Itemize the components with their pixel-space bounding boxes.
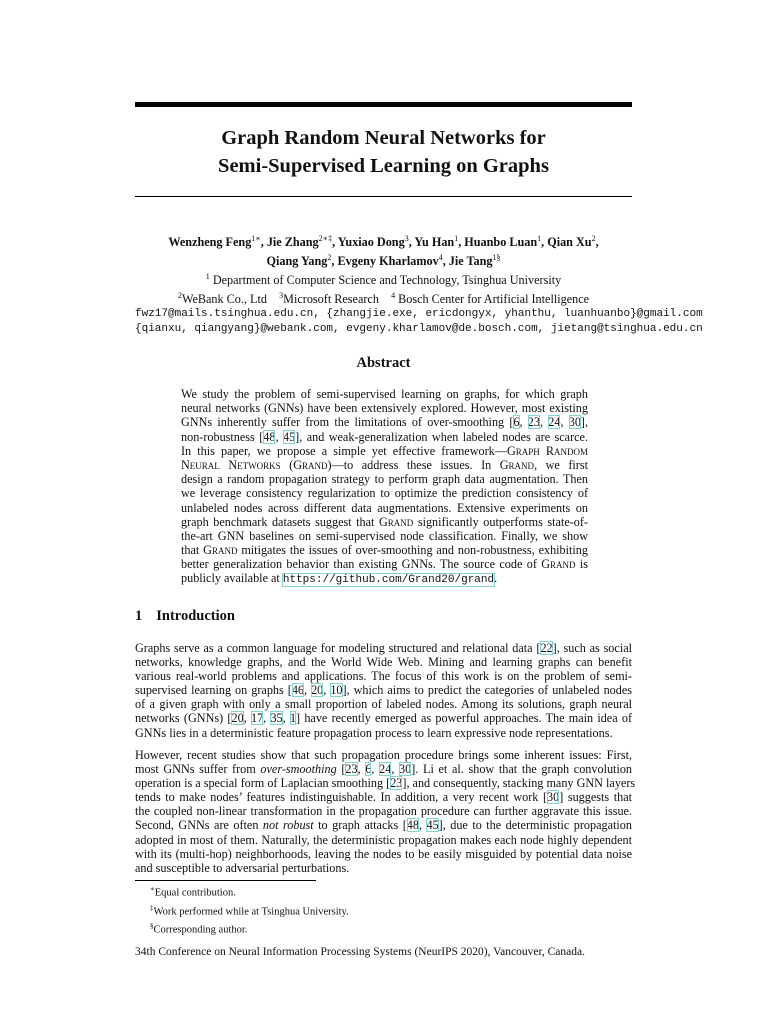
text: is xyxy=(575,557,588,572)
abstract-line xyxy=(181,515,588,529)
text: tends to make nodes’ features indistinguishable. In addition, a very recent work xyxy=(135,790,543,805)
body-line: supervised learning on graphs [46, 20, 10], which aims to predict the categories of unlabeled nodes xyxy=(135,683,633,698)
text: GNNs inherently suffer from the limitations of over-smoothing xyxy=(181,415,510,430)
text: supervised learning on graphs xyxy=(135,683,288,698)
text: ( xyxy=(280,457,294,472)
text: . xyxy=(494,571,498,586)
author-sup: 2 xyxy=(327,253,332,263)
citation-link[interactable]: 45 xyxy=(282,429,296,444)
abstract-line: non-robustness [48, 45], and weak-generalization when labeled nodes are scarce. xyxy=(181,429,589,444)
author-name: Qian Xu xyxy=(547,235,592,250)
citation-link[interactable]: 6 xyxy=(365,762,372,777)
footnote-text: Work performed while at Tsinghua University. xyxy=(153,906,349,917)
author-name: Jie Tang xyxy=(448,254,493,269)
body-line: operation is a special form of Laplacian smoothing [23], and consequently, stacking many GNN layers xyxy=(135,776,636,791)
method-name: Grand xyxy=(203,543,238,558)
title-line-1: Graph Random Neural Networks for xyxy=(221,127,546,149)
author-name: Evgeny Kharlamov xyxy=(337,254,439,269)
body-line: various real-world problems and applications. The focus of this work is on the problem of semi- xyxy=(135,669,632,684)
abstract-line: we leverage consistency regularization to optimize the prediction consistency of xyxy=(181,486,588,501)
abstract-line: GNNs inherently suffer from the limitations of over-smoothing [6, 23, 24, 30], xyxy=(181,415,589,430)
footnote-mark: § xyxy=(150,922,154,930)
body-line: adopted in most of them. Naturally, the deterministic propagation makes each node highly dependent xyxy=(135,832,632,847)
footnote-rule xyxy=(135,880,316,881)
paragraph-2 xyxy=(135,748,636,875)
text: , which aims to predict the categories of unlabeled nodes xyxy=(346,683,633,698)
body-line: Second, GNNs are often not robust to graph attacks [48, 45], due to the deterministic propagation xyxy=(135,818,632,833)
body-line: networks, knowledge graphs, and the World Wide Web. Mining and learning graphs can benefit xyxy=(135,655,632,670)
author-block xyxy=(135,231,703,337)
abstract-line xyxy=(181,444,588,458)
text: )—to address these issues. In xyxy=(327,457,500,472)
text: graph benchmark datasets suggest that xyxy=(181,514,379,529)
title-bottom-rule xyxy=(135,196,632,197)
abstract-line xyxy=(181,571,588,585)
citation-link[interactable]: 6 xyxy=(513,415,520,430)
citation-link[interactable]: 23 xyxy=(527,415,540,430)
footnote xyxy=(150,919,349,938)
text: that xyxy=(181,543,204,558)
text: mitigates the issues of over-smoothing and non-robustness, exhibiting xyxy=(237,543,588,558)
citation-link[interactable]: 24 xyxy=(548,415,561,430)
text: publicly available at xyxy=(181,571,283,586)
author-line-1: Wenzheng Feng$^{1∗}$, Jie Zhang$^{2∗\ddagger}$, Yuxiao Dong$^3$, Yu Han$^1$, Huanbo Luan$^1$, Qian Xu$^2$, xyxy=(168,234,599,250)
author-sup: 1 xyxy=(537,234,542,243)
footnote-text: Equal contribution. xyxy=(154,887,236,899)
citation-link[interactable]: 48 xyxy=(406,818,419,833)
author-sup: 4 xyxy=(438,253,443,263)
body-line: of a given graph with only a small proportion of labeled nodes. Among its solutions, graph neural xyxy=(135,697,632,712)
body-line: and susceptible to adversarial perturbations. xyxy=(135,860,350,875)
body-line: the coupled non-linear transformation in the propagation procedure can further aggravate this issue. xyxy=(135,804,632,819)
body-line: with its (multi-hop) neighborhoods, leaving the nodes to be easily misguided by potential data noise xyxy=(135,846,632,861)
affil-sup: 1 xyxy=(205,272,210,282)
method-name: Graph Random xyxy=(506,443,588,458)
github-link[interactable]: https://github.com/Grand20/grand xyxy=(282,574,495,587)
text: , we first xyxy=(534,457,588,472)
section-heading xyxy=(135,608,235,625)
citation-link[interactable]: 35 xyxy=(270,711,283,726)
method-name: Neural Networks xyxy=(181,457,281,472)
email-line-1: fwz17@mails.tsinghua.edu.cn, {zhangjie.exe, ericdongyx, yhanthu, luanhuanbo}@gmail.com xyxy=(135,308,703,321)
body-line: GNNs lies in a deterministic feature propagation process to learn expressive node representations. xyxy=(135,725,613,740)
citation-link[interactable]: 46 xyxy=(291,683,304,698)
text: have recently emerged as powerful approaches. The main idea of xyxy=(300,711,633,726)
body-line: Graphs serve as a common language for modeling structured and relational data [22], such as social xyxy=(135,641,632,655)
abstract-line xyxy=(181,543,588,557)
citation-link[interactable]: 22 xyxy=(540,641,553,655)
citation-link[interactable]: 17 xyxy=(250,711,264,726)
section-title: Introduction xyxy=(156,608,235,624)
abstract-line: We study the problem of semi-supervised learning on graphs, for which graph xyxy=(181,387,588,401)
text: , such as social xyxy=(556,641,632,655)
abstract-line: unlabeled nodes across different data augmentations. Extensive experiments on xyxy=(181,500,588,515)
author-name: Yuxiao Dong xyxy=(337,235,405,250)
author-sup: 3 xyxy=(404,234,409,243)
affil-sup: 3 xyxy=(279,291,284,301)
author-sup: 2 xyxy=(591,234,596,243)
paper-title xyxy=(135,124,632,180)
citation-link[interactable]: 30 xyxy=(568,415,581,430)
email-line-2: {qianxu, qiangyang}@webank.com, evgeny.kharlamov@de.bosch.com, jietang@tsinghua.edu.cn xyxy=(135,323,703,336)
affil-sup: 2 xyxy=(177,291,182,301)
affil-sup: 4 xyxy=(391,291,396,301)
author-sup: 2∗‡ xyxy=(318,234,333,243)
abstract-line xyxy=(181,557,588,571)
affiliation-1 xyxy=(135,269,632,288)
citation-link[interactable]: 23 xyxy=(390,776,403,791)
affil-text: WeBank Co., Ltd xyxy=(181,292,267,307)
affiliation-2-4 xyxy=(135,288,632,307)
text: to graph attacks xyxy=(313,818,403,833)
method-name: Grand xyxy=(499,457,535,472)
citation-link[interactable]: 20 xyxy=(231,711,244,726)
affil-text: Bosch Center for Artificial Intelligence xyxy=(398,292,590,307)
author-sup: 1 xyxy=(454,234,459,243)
citation-link[interactable]: 48 xyxy=(263,429,276,444)
section-number: 1 xyxy=(135,608,143,624)
author-name: Wenzheng Feng xyxy=(168,235,252,250)
abstract-line: design a random propagation strategy to perform graph data augmentation. Then xyxy=(181,472,588,487)
abstract-line xyxy=(181,458,588,472)
body-line: However, recent studies show that such propagation procedure brings some inherent issues: First, xyxy=(135,748,632,762)
method-name: Grand xyxy=(293,457,328,472)
affil-text: Microsoft Research xyxy=(283,292,379,307)
abstract-heading: Abstract xyxy=(356,355,411,371)
author-name: Huanbo Luan xyxy=(464,235,538,250)
text: better generalization behavior than existing GNNs. The source code of xyxy=(181,557,542,572)
abstract-line: neural networks (GNNs) have been extensively explored. However, most existing xyxy=(181,401,588,416)
method-name: Grand xyxy=(378,514,414,529)
footnote xyxy=(150,901,349,920)
body-line: networks (GNNs) [20, 17, 35, 1] have recently emerged as powerful approaches. The main idea of xyxy=(135,711,633,726)
title-line-2: Semi-Supervised Learning on Graphs xyxy=(218,155,549,177)
text: In this paper, we propose a simple yet effective framework— xyxy=(181,443,507,458)
text: , and weak-generalization when labeled nodes are scarce. xyxy=(299,429,589,444)
citation-link[interactable]: 30 xyxy=(547,790,560,805)
text: Second, GNNs are often xyxy=(135,818,263,833)
title-top-rule xyxy=(135,102,632,107)
footnote-text: Corresponding author. xyxy=(153,924,248,936)
author-name: Jie Zhang xyxy=(266,235,319,250)
paragraph-1 xyxy=(135,641,632,740)
author-line-2: Qiang Yang$^2$, Evgeny Kharlamov$^4$, Jie Tang$^{1\S}$ xyxy=(266,253,501,269)
emphasis: over-smoothing xyxy=(260,762,337,777)
citation-link[interactable]: 30 xyxy=(399,762,412,777)
citation-link[interactable]: 24 xyxy=(379,762,392,777)
text: suggests that xyxy=(563,790,632,805)
method-name: Grand xyxy=(541,557,576,572)
text: Graphs serve as a common language for modeling structured and relational data xyxy=(135,641,537,655)
author-name: Yu Han xyxy=(414,235,455,250)
author-sup: 1∗ xyxy=(251,234,261,243)
text: operation is a special form of Laplacian smoothing xyxy=(135,776,387,791)
citation-link[interactable]: 20 xyxy=(311,683,324,698)
text: significantly outperforms state-of- xyxy=(413,514,588,529)
abstract-body xyxy=(181,387,588,586)
citation-link[interactable]: 10 xyxy=(330,683,343,698)
text: , and consequently, stacking many GNN layers xyxy=(406,776,636,791)
conference-footer: 34th Conference on Neural Information Processing Systems (NeurIPS 2020), Vancouver, Canada. xyxy=(135,946,585,958)
body-line: most GNNs suffer from over-smoothing [23, 6, 24, 30]. Li et al. show that the graph convolution xyxy=(135,762,633,777)
footnote-mark: ‡ xyxy=(150,903,154,912)
text: most GNNs suffer from xyxy=(135,762,261,777)
emphasis: not robust xyxy=(262,818,314,833)
text: , due to the deterministic propagation xyxy=(442,818,632,833)
author-name: Qiang Yang xyxy=(266,254,328,269)
citation-link[interactable]: 45 xyxy=(426,818,439,833)
footnote xyxy=(150,882,349,901)
footnotes xyxy=(150,882,349,938)
body-line: tends to make nodes’ features indistinguishable. In addition, a very recent work [30] suggests that xyxy=(135,790,632,805)
abstract-line: the-art GNN baselines on semi-supervised node classification. Finally, we show xyxy=(181,528,588,543)
author-sup: 1§ xyxy=(492,253,501,263)
citation-link[interactable]: 23 xyxy=(345,762,358,777)
citation-link[interactable]: 1 xyxy=(289,711,297,726)
affil-text: Department of Computer Science and Technology, Tsinghua University xyxy=(212,273,562,288)
footnote-mark: ∗ xyxy=(150,885,155,893)
text: networks (GNNs) xyxy=(135,711,228,726)
text: . Li et al. show that the graph convolution xyxy=(415,762,633,777)
text: non-robustness xyxy=(181,429,260,444)
